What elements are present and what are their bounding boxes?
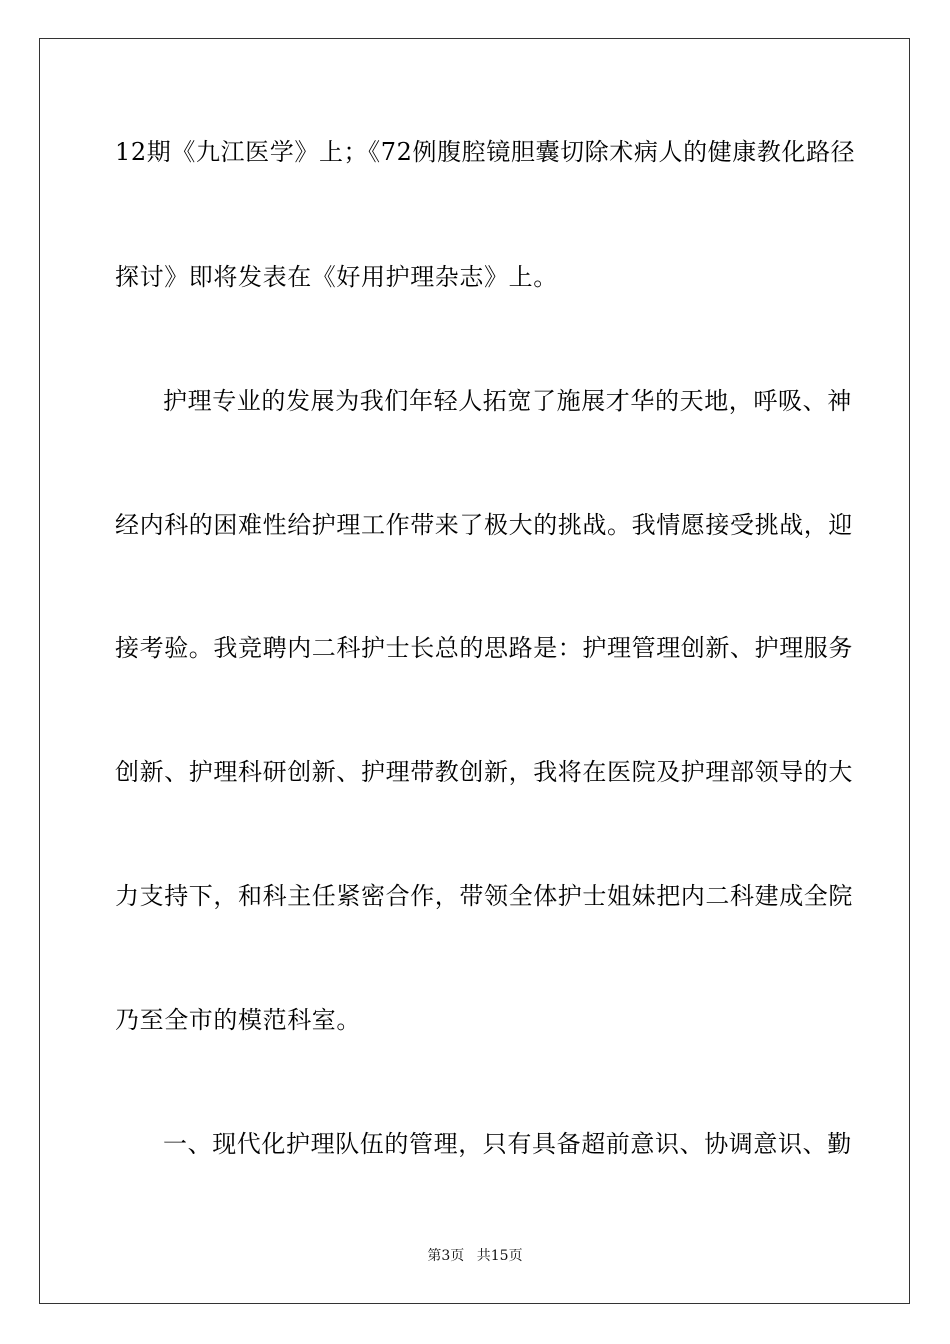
paragraph-start-line: 护理专业的发展为我们年轻人拓宽了施展才华的天地，呼吸、神 xyxy=(163,387,852,415)
text-line: 12期《九江医学》上；《72例腹腔镜胆囊切除术病人的健康教化路径 xyxy=(115,138,856,166)
paragraph-start-line: 一、现代化护理队伍的管理，只有具备超前意识、协调意识、勤 xyxy=(163,1130,852,1158)
text-line: 探讨》即将发表在《好用护理杂志》上。 xyxy=(115,263,558,291)
page-footer xyxy=(0,1247,950,1265)
page-number: 第3页 xyxy=(427,1248,465,1264)
text-line: 创新、护理科研创新、护理带教创新，我将在医院及护理部领导的大 xyxy=(115,758,853,786)
total-pages: 共15页 xyxy=(476,1248,523,1264)
page-border xyxy=(39,38,910,1304)
text-line: 乃至全市的模范科室。 xyxy=(115,1006,361,1034)
text-line: 接考验。我竞聘内二科护士长总的思路是：护理管理创新、护理服务 xyxy=(115,634,853,662)
text-line: 力支持下，和科主任紧密合作，带领全体护士姐妹把内二科建成全院 xyxy=(115,882,853,910)
text-line: 经内科的困难性给护理工作带来了极大的挑战。我情愿接受挑战，迎 xyxy=(115,511,853,539)
